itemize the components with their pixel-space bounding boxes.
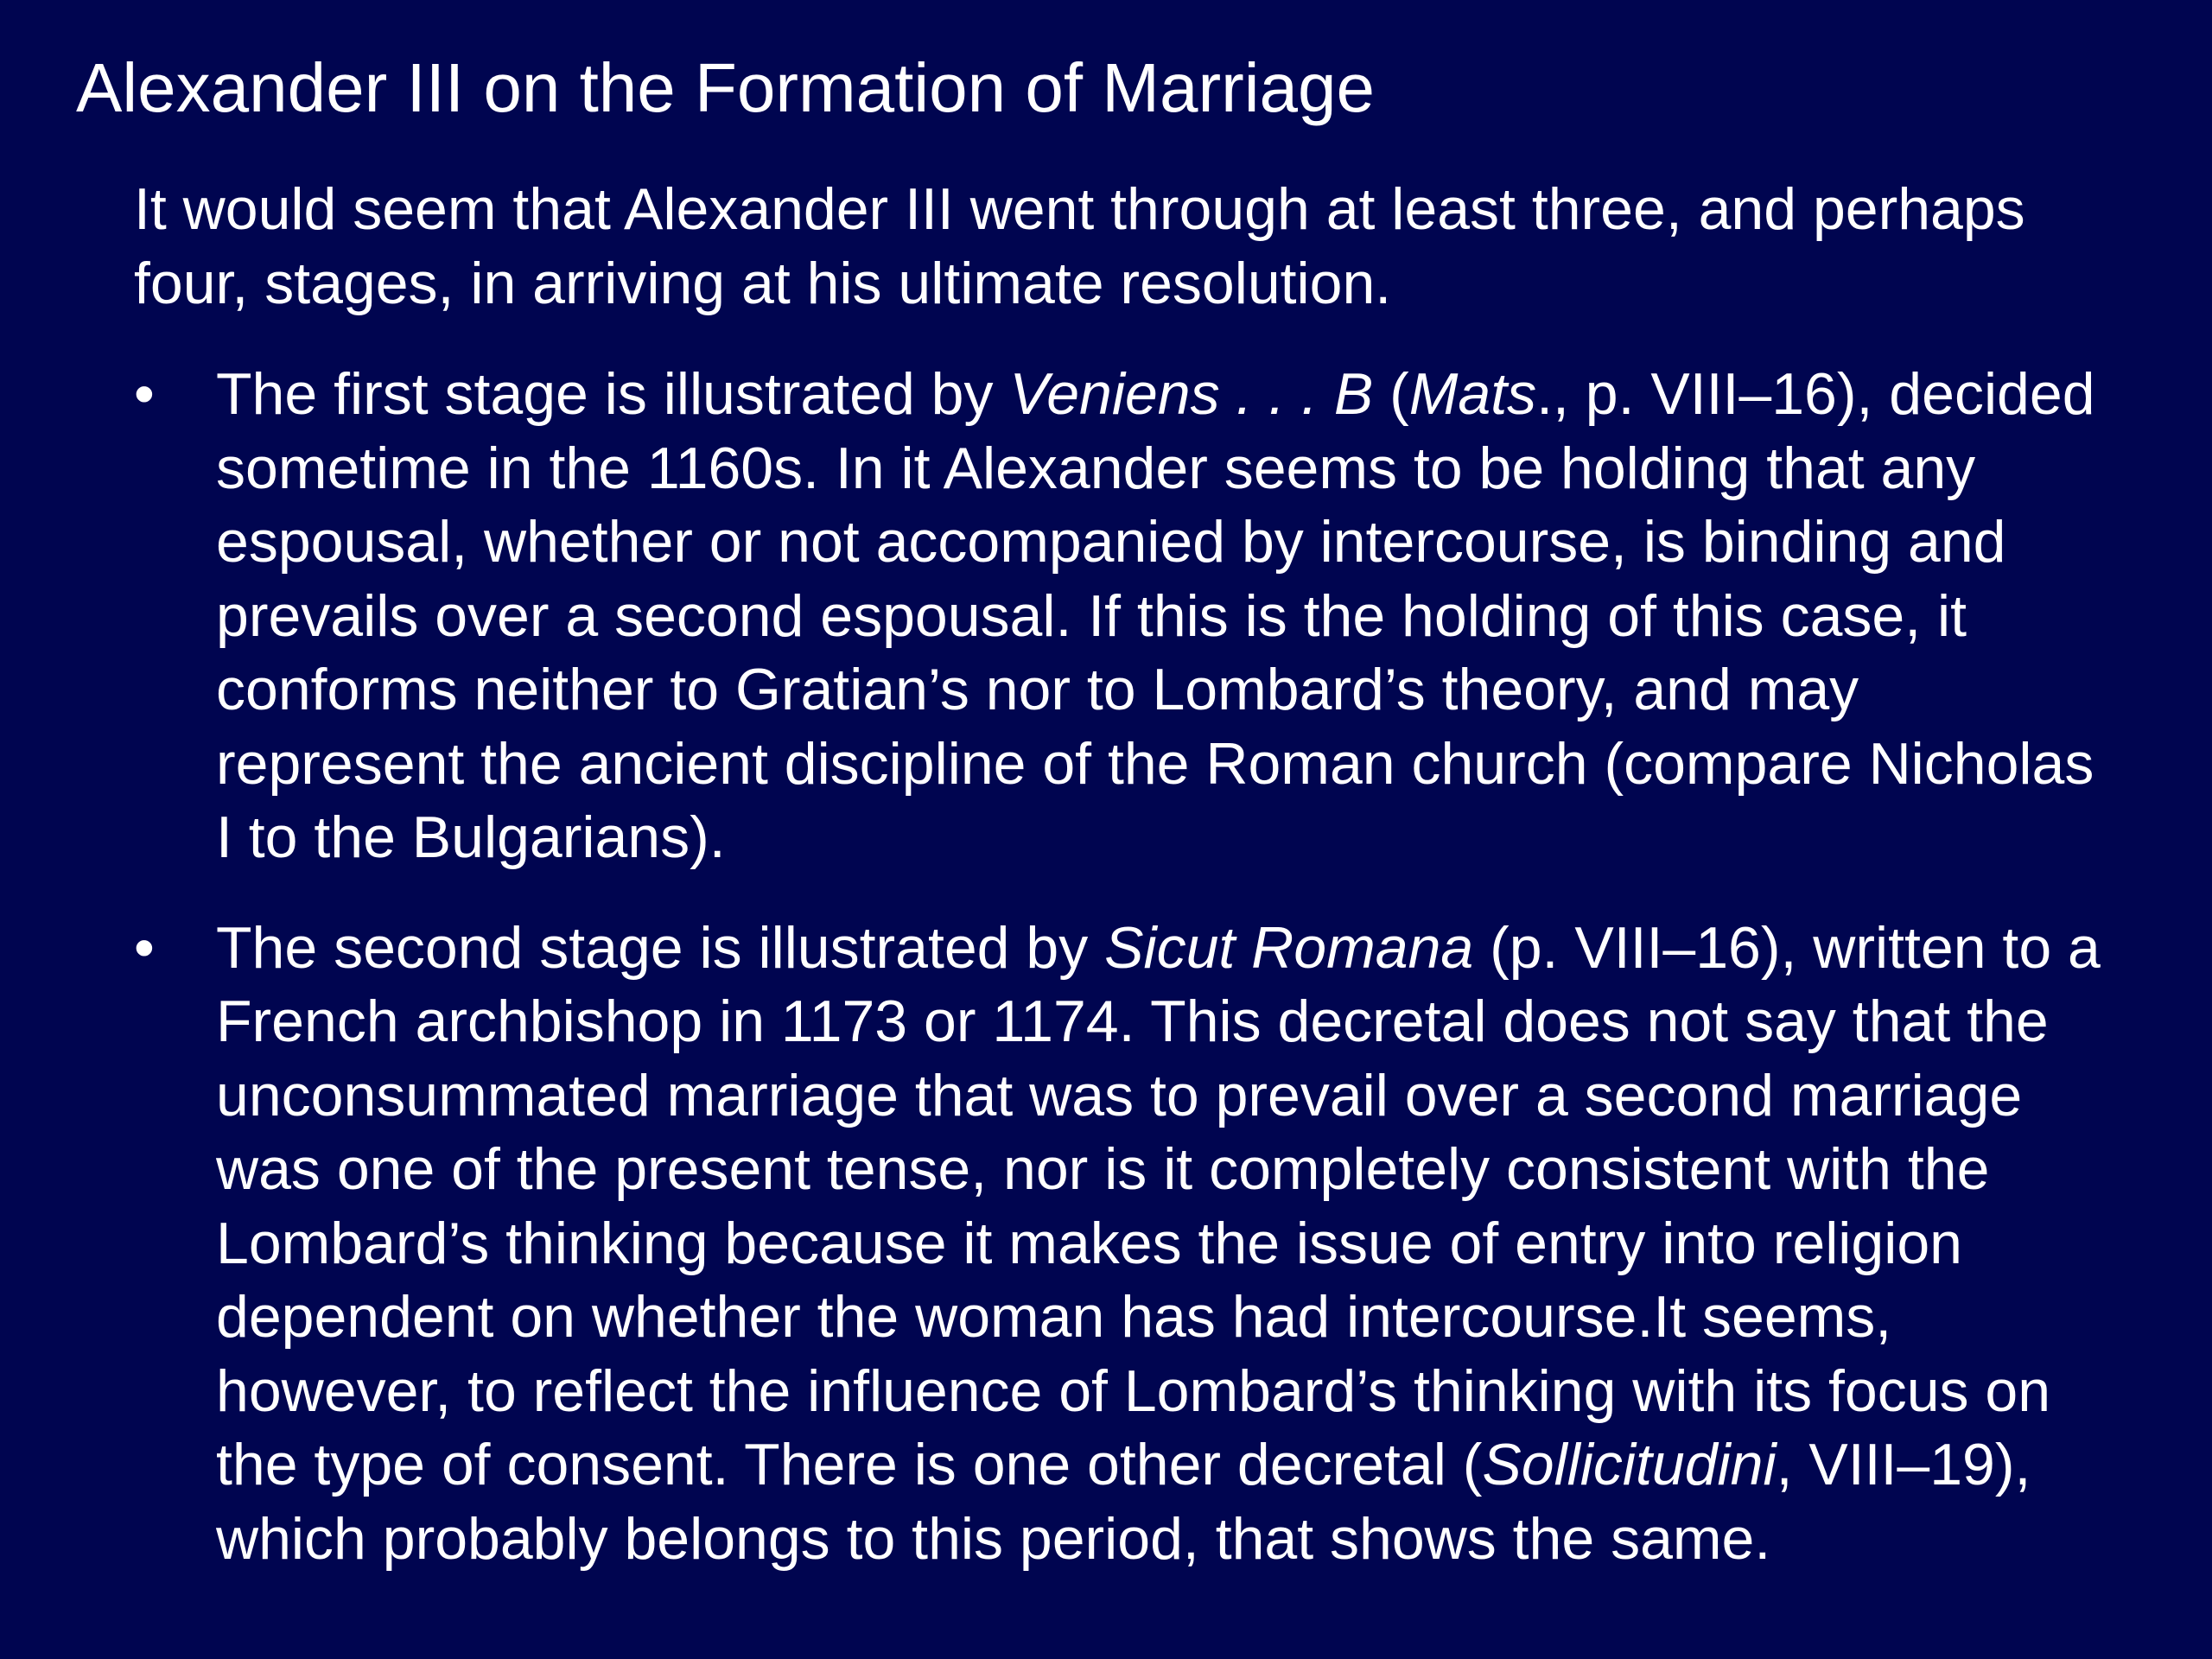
- intro-line: It would seem that Alexander III went through at least three, and perhaps: [134, 176, 2025, 242]
- bullet-line: Lombard’s thinking because it makes the issue of entry into religion: [216, 1210, 1962, 1276]
- bullet-line: dependent on whether the woman has had intercourse.It seems,: [216, 1284, 1892, 1350]
- bullet-line: prevails over a second espousal. If this is the holding of this case, it: [216, 582, 1967, 649]
- bullet-second-stage: [134, 912, 2190, 1577]
- text-run: the type of consent. There is one other decretal (: [216, 1432, 1483, 1497]
- bullet-line: sometime in the 1160s. In it Alexander seems to be holding that any: [216, 435, 1976, 501]
- bullet-line: espousal, whether or not accompanied by intercourse, is binding and: [216, 509, 2006, 575]
- bullet-line: unconsummated marriage that was to prevail over a second marriage: [216, 1062, 2023, 1128]
- case-name-sicut-romana: Sicut Romana: [1104, 914, 1474, 981]
- bullet-line: I to the Bulgarians).: [216, 804, 726, 870]
- intro-paragraph: [134, 173, 2190, 321]
- bullet-line: conforms neither to Gratian’s nor to Lombard’s theory, and may: [216, 657, 1859, 722]
- source-mats: Mats: [1408, 361, 1537, 427]
- case-name-sollicitudini: Sollicitudini: [1482, 1432, 1777, 1497]
- bullet-line: [216, 912, 2190, 986]
- bullet-line: however, to reflect the influence of Lombard’s thinking with its focus on: [216, 1357, 2051, 1424]
- intro-line: four, stages, in arriving at his ultimate resolution.: [134, 250, 1392, 316]
- slide-body: [134, 173, 2190, 1576]
- text-run: ., p. VIII–16), decided: [1536, 361, 2095, 427]
- bullet-line: which probably belongs to this period, that shows the same.: [216, 1505, 1771, 1572]
- slide-title: Alexander III on the Formation of Marriage: [76, 49, 1375, 126]
- bullet-line: [216, 1428, 2190, 1503]
- bullet-line: represent the ancient discipline of the Roman church (compare Nicholas: [216, 730, 2094, 797]
- bullet-first-stage: [134, 358, 2190, 875]
- text-run: (p. VIII–16), written to a: [1473, 914, 2101, 981]
- text-run: , VIII–19),: [1776, 1432, 2031, 1497]
- text-run: The second stage is illustrated by: [216, 914, 1105, 981]
- text-run: The first stage is illustrated by: [216, 361, 1010, 427]
- bullet-icon: •: [134, 914, 155, 981]
- bullet-icon: •: [134, 361, 155, 427]
- bullet-line: was one of the present tense, nor is it completely consistent with the: [216, 1136, 1990, 1202]
- text-run: (: [1373, 361, 1409, 427]
- bullet-line: French archbishop in 1173 or 1174. This decretal does not say that the: [216, 988, 2049, 1054]
- case-name-veniens: Veniens . . . B: [1009, 361, 1374, 427]
- bullet-line: [216, 358, 2190, 432]
